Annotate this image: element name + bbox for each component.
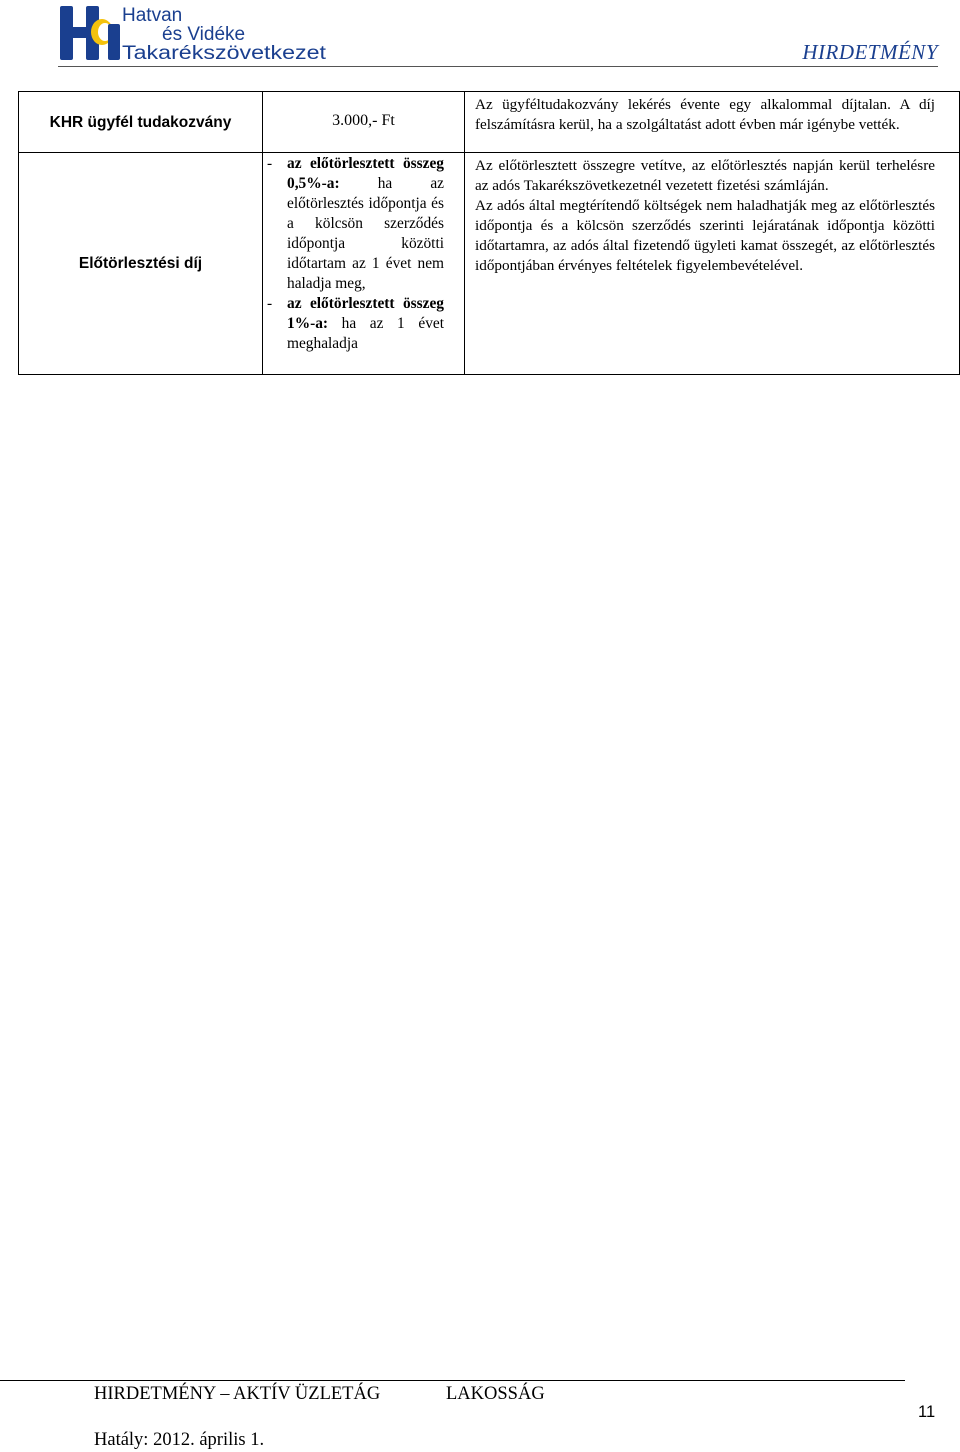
logo-line-1: Hatvan [122, 5, 183, 26]
term-rest: ha az előtörlesztés időpontja és a kölcsön szerződés időpontja közötti időtartam az 1 évet nem haladja meg, [287, 175, 444, 292]
table-row [19, 153, 960, 375]
fee-amount-cell [263, 92, 465, 153]
term-lead: az előtörlesztett összeg 1%-a: [287, 295, 444, 332]
bank-logo-mark-icon [58, 2, 328, 64]
term-text [287, 154, 444, 294]
fee-name-cell [19, 92, 263, 153]
logo-line-3: Takarékszövetkezet [122, 43, 327, 64]
term-rest: ha az 1 évet meghaladja [287, 315, 444, 352]
bank-logo [58, 2, 328, 64]
fee-name: KHR ügyfél tudakozvány [49, 114, 232, 131]
fee-description-cell [465, 153, 960, 375]
page-number: 11 [918, 1403, 936, 1421]
document-title: HIRDETMÉNY [802, 40, 938, 64]
fee-description: Az ügyféltudakozvány lekérés évente egy alkalommal díjtalan. A díj felszámításra kerül, ha a szolgáltatást adott évben már igénybe vették. [475, 96, 935, 133]
fee-term [267, 154, 444, 294]
page-header [0, 0, 960, 72]
fee-description: Az előtörlesztett összegre vetítve, az előtörlesztés napján kerül terhelésre az adós Takarékszövetkezetnél vezetett fizetési számláján. [475, 157, 935, 194]
fee-amount: 3.000,- Ft [332, 112, 395, 129]
footer-segment-label: LAKOSSÁG [446, 1384, 545, 1404]
fee-name-cell [19, 153, 263, 375]
term-bullet: - [267, 295, 273, 312]
fee-terms-cell [263, 153, 465, 375]
term-bullet: - [267, 155, 273, 172]
footer-section-label: HIRDETMÉNY – AKTÍV ÜZLETÁG [94, 1384, 381, 1404]
fee-name: Előtörlesztési díj [78, 254, 203, 272]
fee-term [267, 294, 444, 354]
term-text [287, 294, 444, 354]
fee-description-cell [465, 92, 960, 153]
fee-table [18, 91, 960, 375]
footer-divider [0, 1380, 905, 1381]
fee-description: Az adós által megtérítendő költségek nem haladhatják meg az előtörlesztés időpontja és a kölcsön szerződés szerinti lejáratának időpontja közötti időtartamra, az adós által fizetendő ügyleti kamat összegét, az előtörlesztés időpontjában érvényes feltételek figyelembevételével. [475, 197, 935, 274]
table-row [19, 92, 960, 153]
term-lead: az előtörlesztett összeg 0,5%-a: [287, 155, 444, 192]
footer-effective-date: Hatály: 2012. április 1. [94, 1430, 265, 1450]
header-divider [58, 66, 938, 67]
logo-line-2: és Vidéke [162, 24, 246, 45]
